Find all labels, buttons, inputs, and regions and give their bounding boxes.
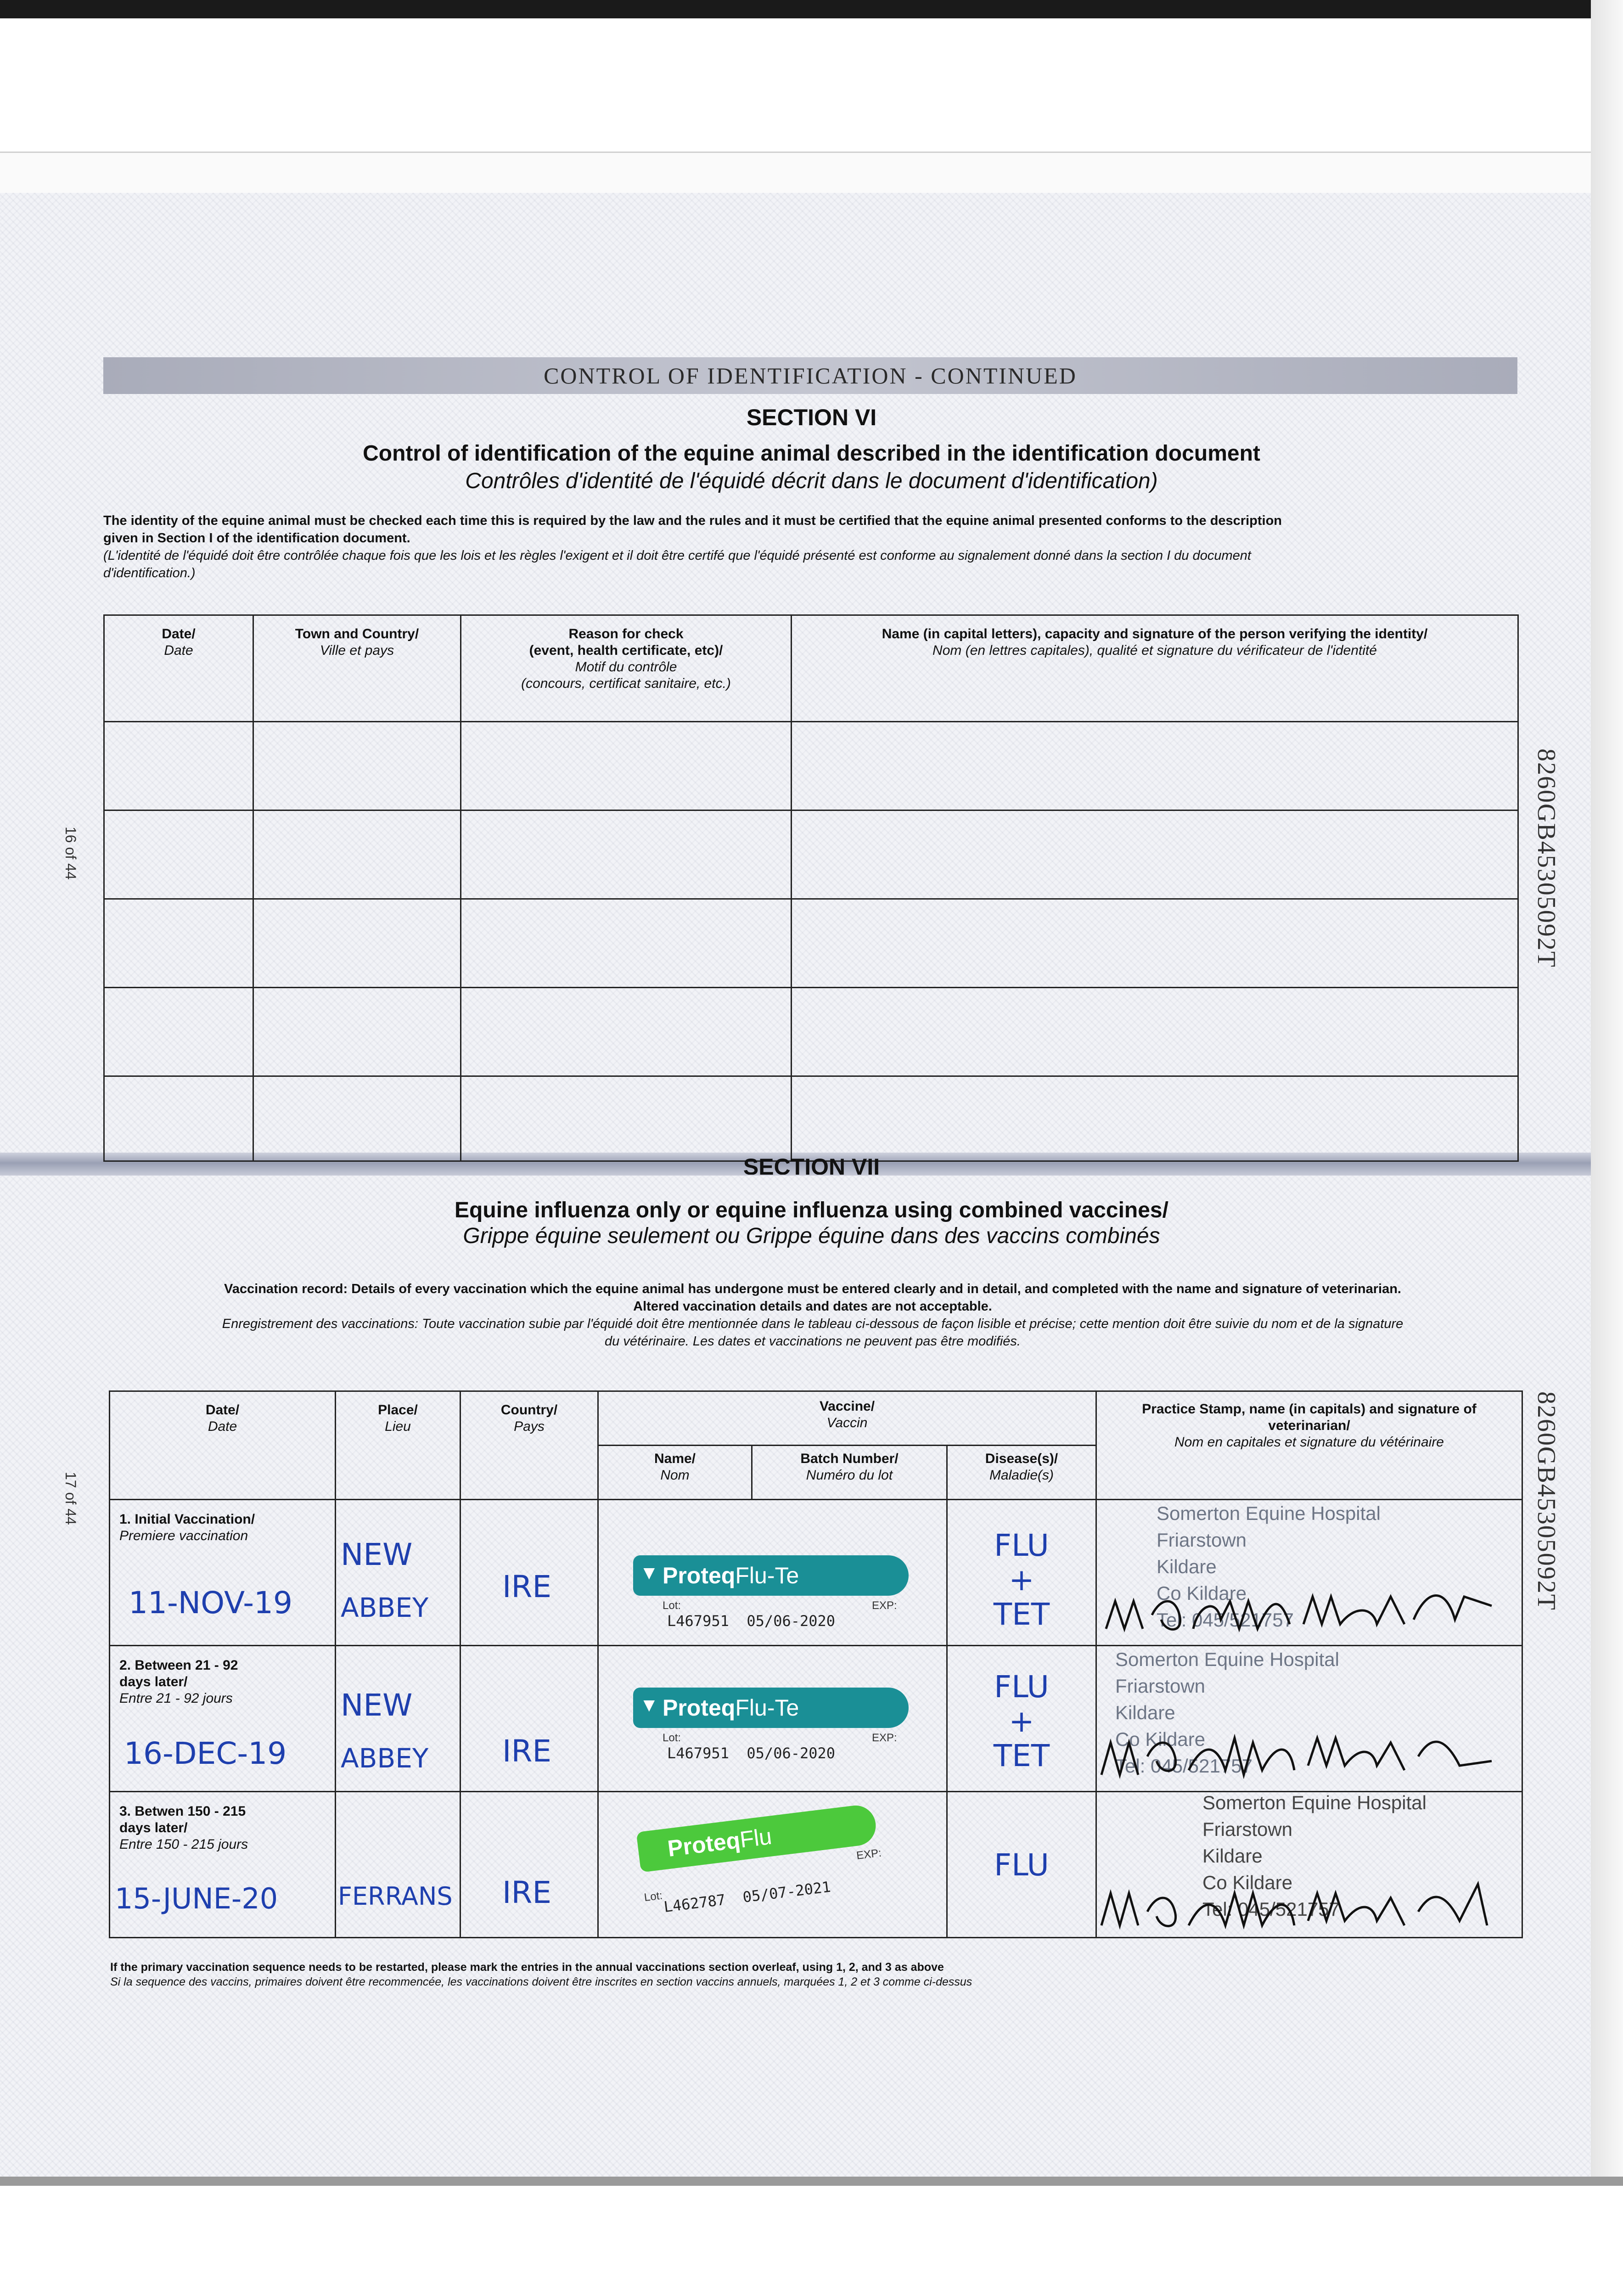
header-reason-en-2: (event, health certificate, etc)/: [529, 643, 723, 658]
vaccination-header-row-1: [110, 1391, 1522, 1446]
cell-town: [253, 810, 461, 899]
header-vacc-date-fr: Date: [208, 1419, 237, 1434]
row-3-vaccine-sticker: [636, 1799, 920, 1916]
row-1-stamp-line-3: Kildare: [1157, 1556, 1217, 1577]
row-2-vaccine-sticker: [633, 1688, 909, 1768]
cell-reason: [461, 1076, 792, 1161]
page-number-bottom: 17 of 44: [62, 1472, 79, 1525]
vaccination-row-2: [110, 1646, 1522, 1792]
row-3-sticker-numbers: [663, 1878, 832, 1916]
row-1-stamp-cell: [1096, 1500, 1522, 1646]
drop-icon: ▼: [640, 1694, 659, 1716]
row-2-country: IRE: [502, 1733, 552, 1769]
row-3-sticker-brand: Proteq: [666, 1827, 742, 1862]
identity-check-row: [104, 988, 1518, 1076]
identity-check-row: [104, 899, 1518, 988]
row-1-vaccine-cell: [598, 1500, 947, 1646]
cell-date: [104, 899, 253, 988]
section-6-heading: SECTION VI: [746, 405, 877, 430]
row-2-stage-en-1: 2. Between 21 - 92: [119, 1658, 238, 1673]
header-place-fr: Lieu: [385, 1419, 411, 1434]
row-2-stamp-line-2: Friarstown: [1115, 1675, 1206, 1697]
row-2-place-line-1: NEW: [341, 1688, 413, 1723]
row-3-disease: FLU: [994, 1847, 1049, 1883]
identity-check-header-row: [104, 615, 1518, 722]
row-1-place-line-2: ABBEY: [341, 1592, 429, 1623]
row-1-country-cell: [461, 1500, 598, 1646]
vaccination-instructions-en-1: [103, 1280, 1522, 1298]
header-stamp-fr: Nom en capitales et signature du vétérinaire: [1174, 1435, 1444, 1450]
row-3-country: IRE: [502, 1875, 552, 1910]
header-disease-en: Disease(s)/: [985, 1451, 1058, 1466]
cell-verifier: [792, 988, 1518, 1076]
header-vaccine-name-en: Name/: [654, 1451, 696, 1466]
row-2-sticker-lot-label: Lot:: [663, 1732, 681, 1744]
row-3-vaccine-cell: [598, 1792, 947, 1938]
header-vaccine-name: [598, 1446, 752, 1500]
header-disease-fr: Maladie(s): [989, 1468, 1054, 1483]
row-3-sticker-exp-label: EXP:: [855, 1846, 882, 1863]
row-2-vaccine-cell: [598, 1646, 947, 1792]
section-6-instructions: [103, 512, 1522, 582]
row-3-date-cell: [110, 1792, 336, 1938]
row-2-batch-number: L467951: [667, 1745, 729, 1762]
header-vaccine-name-fr: Nom: [660, 1468, 690, 1483]
row-1-disease-1: FLU: [994, 1528, 1049, 1563]
identity-check-table: [103, 614, 1519, 1162]
cell-date: [104, 988, 253, 1076]
row-3-country-cell: [461, 1792, 598, 1938]
row-1-date-cell: [110, 1500, 336, 1646]
footnote-fr: Si la sequence des vaccins, primaires doivent être recommencée, les vaccinations doivent être inscrites en section vaccins annuels, marquées 1, 2 et 3 comme ci-dessus: [110, 1975, 972, 1988]
cell-town: [253, 988, 461, 1076]
instructions-en-line-2: given in Section I of the identification document.: [103, 531, 410, 546]
enregistrement-label: Enregistrement des vaccinations:: [222, 1317, 418, 1331]
row-3-stage-en-1: 3. Betwen 150 - 215: [119, 1804, 246, 1819]
section-banner: CONTROL OF IDENTIFICATION - CONTINUED: [103, 357, 1517, 394]
header-verifier: [792, 615, 1518, 722]
row-2-disease-cell: [947, 1646, 1096, 1792]
row-3-stamp-line-5: Tel: 045/521757: [1202, 1898, 1340, 1920]
row-2-disease-2: +: [1009, 1704, 1034, 1739]
row-1-expiry: 05/06-2020: [747, 1612, 836, 1630]
row-2-place-cell: [336, 1646, 461, 1792]
row-1-stamp-line-5: Tel: 045/521757: [1157, 1609, 1294, 1631]
cell-town: [253, 899, 461, 988]
row-2-sticker-exp-label: EXP:: [872, 1732, 897, 1744]
cell-verifier: [792, 722, 1518, 810]
section-6-subtitle: Contrôles d'identité de l'équidé décrit dans le document d'identification): [465, 469, 1158, 493]
cell-verifier: [792, 810, 1518, 899]
row-3-stamp-line-4: Co Kildare: [1202, 1872, 1293, 1893]
header-batch-en: Batch Number/: [800, 1451, 899, 1466]
row-1-stamp-line-1: Somerton Equine Hospital: [1157, 1503, 1381, 1524]
row-2-stamp-line-4: Co Kildare: [1115, 1728, 1206, 1750]
vaccination-record-label: Vaccination record:: [224, 1282, 348, 1296]
row-2-country-cell: [461, 1646, 598, 1792]
scan-right-edge: [1591, 0, 1623, 2296]
header-country-en: Country/: [500, 1402, 558, 1418]
cell-date: [104, 810, 253, 899]
row-1-batch-number: L467951: [667, 1612, 729, 1630]
cell-town: [253, 722, 461, 810]
row-1-sticker-brand: Proteq: [663, 1563, 736, 1588]
row-3-sticker-lot-label: Lot:: [643, 1889, 663, 1904]
row-3-batch-number: L462787: [663, 1891, 727, 1916]
drop-icon: ▼: [640, 1562, 659, 1583]
cell-reason: [461, 722, 792, 810]
section-7-instructions: [103, 1280, 1522, 1350]
header-town-fr: Ville et pays: [320, 643, 394, 658]
vaccination-instructions-en-2: Altered vaccination details and dates are not acceptable.: [633, 1299, 992, 1314]
row-1-place-line-1: NEW: [341, 1537, 413, 1572]
row-2-stage: [110, 1646, 335, 1707]
header-reason-fr-1: Motif du contrôle: [575, 659, 677, 675]
row-3-expiry: 05/07-2021: [741, 1878, 832, 1906]
row-2-vet-signature: [1097, 1720, 1501, 1784]
identity-check-row: [104, 722, 1518, 810]
header-town-country: [253, 615, 461, 722]
instructions-fr-line-1: (L'identité de l'équidé doit être contrôlée chaque fois que les lois et les règles l'exigent et il doit être certifé que l'équidé présenté est conforme au signalement donné dans la section I du document: [103, 548, 1251, 563]
section-6-title: Control of identification of the equine animal described in the identification document: [363, 441, 1260, 466]
section-7-heading: SECTION VII: [743, 1154, 880, 1175]
instructions-en-line-1: The identity of the equine animal must be checked each time this is required by the law and the rules and it must be certified that the equine animal presented conforms to the description: [103, 513, 1282, 528]
row-2-date-cell: [110, 1646, 336, 1792]
vaccination-instructions-fr-1: [103, 1315, 1522, 1333]
scan-top-edge: [0, 0, 1623, 18]
vaccination-row-3: [110, 1792, 1522, 1938]
row-2-place-line-2: ABBEY: [341, 1743, 429, 1774]
header-vaccine-fr: Vaccin: [826, 1415, 868, 1430]
row-1-sticker-numbers: [667, 1612, 835, 1630]
identity-check-row: [104, 1076, 1518, 1161]
header-date-fr: Date: [164, 643, 193, 658]
instructions-fr-line-2: d'identification.): [103, 566, 196, 580]
row-3-stamp-line-2: Friarstown: [1202, 1818, 1293, 1840]
identity-check-row: [104, 810, 1518, 899]
row-3-stage: [110, 1792, 335, 1853]
row-2-disease-1: FLU: [994, 1669, 1049, 1705]
cell-reason: [461, 899, 792, 988]
header-disease: [947, 1446, 1096, 1500]
cell-verifier: [792, 1076, 1518, 1161]
vaccination-instructions-fr-2: du vétérinaire. Les dates et vaccinations ne peuvent pas être modifiés.: [605, 1334, 1021, 1349]
cell-verifier: [792, 899, 1518, 988]
row-2-sticker-product: Flu-Te: [735, 1695, 799, 1721]
header-stamp-en-1: Practice Stamp, name (in capitals) and signature of: [1142, 1401, 1477, 1417]
header-reason: [461, 615, 792, 722]
header-verifier-fr: Nom (en lettres capitales), qualité et signature du vérificateur de l'identité: [932, 643, 1377, 658]
section-7-title: Equine influenza only or equine influenza using combined vaccines/: [455, 1198, 1168, 1222]
row-1-disease-2: +: [1009, 1562, 1034, 1598]
row-2-stage-en-2: days later/: [119, 1674, 188, 1689]
row-1-disease-3: TET: [993, 1597, 1050, 1632]
header-vacc-date-en: Date/: [205, 1402, 240, 1418]
row-2-sticker-brand: Proteq: [663, 1695, 736, 1721]
row-3-stamp-cell: [1096, 1792, 1522, 1938]
row-3-place: FERRANS: [338, 1882, 453, 1911]
header-practice-stamp: [1096, 1391, 1522, 1500]
row-1-sticker-band: [633, 1555, 909, 1596]
header-date: [104, 615, 253, 722]
row-2-sticker-numbers: [667, 1745, 835, 1762]
header-country-fr: Pays: [514, 1419, 545, 1434]
row-1-stage-en-1: 1. Initial Vaccination/: [119, 1512, 255, 1527]
cell-date: [104, 1076, 253, 1161]
header-batch: [752, 1446, 947, 1500]
row-3-stamp-line-3: Kildare: [1202, 1845, 1263, 1867]
header-stamp-en-2: veterinarian/: [1268, 1418, 1350, 1433]
row-3-place-cell: [336, 1792, 461, 1938]
row-2-stamp-line-3: Kildare: [1115, 1702, 1175, 1723]
row-1-sticker-lot-label: Lot:: [663, 1599, 681, 1612]
row-2-expiry: 05/06-2020: [747, 1745, 836, 1762]
row-3-stage-en-2: days later/: [119, 1820, 188, 1835]
row-2-disease-3: TET: [993, 1738, 1050, 1773]
row-1-place-cell: [336, 1500, 461, 1646]
header-vaccine-en: Vaccine/: [819, 1399, 875, 1414]
row-3-date: 15-JUNE-20: [115, 1882, 278, 1915]
header-verifier-en: Name (in capital letters), capacity and signature of the person verifying the identity/: [882, 626, 1428, 642]
header-place-en: Place/: [378, 1402, 418, 1418]
row-1-date: 11-NOV-19: [129, 1585, 293, 1621]
row-3-stamp-line-1: Somerton Equine Hospital: [1202, 1792, 1426, 1813]
header-vacc-date: [110, 1391, 336, 1500]
header-batch-fr: Numéro du lot: [806, 1468, 893, 1483]
row-3-stage-fr: Entre 150 - 215 jours: [119, 1837, 248, 1852]
cell-reason: [461, 810, 792, 899]
header-place: [336, 1391, 461, 1500]
vaccination-row-1: [110, 1500, 1522, 1646]
row-2-stamp-line-5: Tel: 045/521757: [1115, 1755, 1252, 1777]
header-vaccine: [598, 1391, 1096, 1446]
row-1-vaccine-sticker: [633, 1555, 909, 1636]
row-1-vet-signature: [1097, 1578, 1501, 1643]
header-reason-fr-2: (concours, certificat sanitaire, etc.): [521, 676, 731, 691]
row-3-sticker-band: [636, 1803, 878, 1873]
row-1-country: IRE: [502, 1569, 552, 1604]
row-1-stage-fr: Premiere vaccination: [119, 1528, 248, 1543]
cell-date: [104, 722, 253, 810]
cell-reason: [461, 988, 792, 1076]
row-1-stamp-line-4: Co Kildare: [1157, 1582, 1247, 1604]
row-1-stamp-line-2: Friarstown: [1157, 1529, 1247, 1551]
row-3-sticker-product: Flu: [738, 1823, 773, 1853]
row-3-vet-signature: [1097, 1870, 1501, 1935]
row-1-stage: [110, 1500, 335, 1544]
passport-number-top: 8260GB45305092T: [1532, 748, 1561, 968]
scan-bottom-area: [0, 2186, 1623, 2296]
section-7-subtitle: Grippe équine seulement ou Grippe équine dans des vaccins combinés: [463, 1224, 1160, 1248]
row-2-sticker-band: [633, 1688, 909, 1728]
vaccination-table: [109, 1390, 1523, 1938]
footnote-en: If the primary vaccination sequence needs to be restarted, please mark the entries in the annual vaccinations section overleaf, using 1, 2, and 3 as above: [110, 1961, 944, 1974]
page-number-top: 16 of 44: [62, 827, 79, 880]
enregistrement-text: Toute vaccination subie par l'équidé doit être mentionnée dans le tableau ci-dessous de façon lisible et précise; cette mention doit être suivie du nom et de la signature: [418, 1317, 1404, 1331]
header-date-en: Date/: [162, 626, 196, 642]
row-2-stamp-cell: [1096, 1646, 1522, 1792]
row-1-sticker-product: Flu-Te: [735, 1563, 799, 1588]
row-2-stamp-line-1: Somerton Equine Hospital: [1115, 1649, 1339, 1670]
passport-number-bottom: 8260GB45305092T: [1532, 1391, 1561, 1611]
row-1-sticker-exp-label: EXP:: [872, 1599, 897, 1612]
row-1-disease-cell: [947, 1500, 1096, 1646]
vaccination-record-text: Details of every vaccination which the equine animal has undergone must be entered clearly and in detail, and completed with the name and signature of veterinarian.: [348, 1282, 1401, 1296]
header-country: [461, 1391, 598, 1500]
cell-town: [253, 1076, 461, 1161]
header-reason-en-1: Reason for check: [568, 626, 684, 642]
row-2-date: 16-DEC-19: [124, 1736, 287, 1771]
row-3-disease-cell: [947, 1792, 1096, 1938]
header-town-en: Town and Country/: [295, 626, 419, 642]
row-2-stage-fr: Entre 21 - 92 jours: [119, 1691, 233, 1706]
